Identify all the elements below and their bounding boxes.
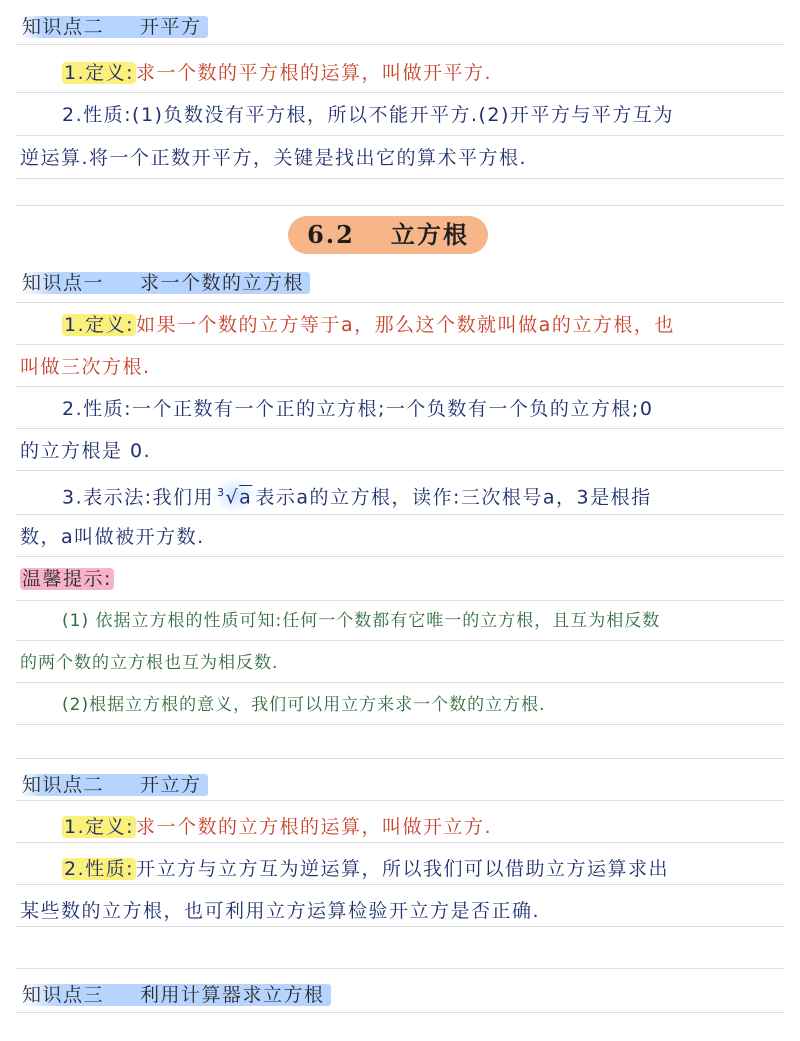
cube-root-symbol: $^3$√a: [214, 478, 255, 512]
sec1-heading-highlight: [20, 16, 208, 38]
sec2-notation-label: 3.表示法:: [62, 486, 153, 509]
sec2-def-text1: 如果一个数的立方等于a，那么这个数就叫做a的立方根，也: [136, 314, 675, 336]
sec2-notation-pre: 我们用: [152, 486, 215, 509]
sec3-heading: [20, 770, 208, 800]
sec1-definition: [62, 58, 492, 88]
sec2-heading-label: 知识点一: [22, 272, 105, 294]
sec2-notation-post: 表示a的立方根，读作:三次根号a，3是根指: [255, 486, 652, 509]
tip1-line2: 的两个数的立方根也互为相反数.: [20, 653, 279, 673]
sec4-heading: [20, 980, 331, 1010]
sec2-property-line1: [62, 394, 653, 424]
sec3-prop-label: 2.性质:: [64, 858, 135, 880]
sec1-prop-text1: (1)负数没有平方根，所以不能开平方.(2)开平方与平方互为: [132, 104, 674, 126]
sec2-prop-text1: 一个正数有一个正的立方根;一个负数有一个负的立方根;0: [132, 398, 654, 420]
sec2-property-line2: 的立方根是 0.: [20, 440, 152, 462]
section-number: 6.2: [307, 220, 355, 249]
sec3-heading-highlight: [20, 774, 208, 796]
sec1-heading-label: 知识点二: [22, 16, 105, 38]
sec2-heading: [20, 268, 310, 298]
sec3-def-label: 1.定义:: [64, 816, 135, 838]
sec2-prop-label: 2.性质:: [62, 398, 133, 420]
sec1-def-label: 1.定义:: [64, 62, 135, 84]
sec3-heading-title: 开立方: [140, 774, 202, 796]
sec4-heading-highlight: [20, 984, 331, 1006]
sec1-def-text: 求一个数的平方根的运算，叫做开平方.: [136, 62, 493, 84]
sec1-property-line1: [62, 100, 674, 130]
sec4-heading-title: 利用计算器求立方根: [140, 984, 325, 1006]
sec4-heading-label: 知识点三: [22, 984, 105, 1006]
tips-heading: [20, 564, 114, 594]
sec1-prop-label: 2.性质:: [62, 104, 133, 126]
section-title-badge: [288, 216, 488, 254]
tip2: (2)根据立方根的意义，我们可以用立方来求一个数的立方根.: [62, 695, 546, 715]
cube-root-index: 3: [217, 486, 226, 499]
sec2-heading-highlight: [20, 272, 310, 294]
sec3-heading-label: 知识点二: [22, 774, 105, 796]
sec2-notation-line2: 数，a叫做被开方数.: [20, 526, 205, 548]
sec3-def-text: 求一个数的立方根的运算，叫做开立方.: [136, 816, 493, 838]
sec3-definition: [62, 812, 492, 842]
sec2-definition-line2: 叫做三次方根.: [20, 356, 151, 378]
sec1-heading: [20, 12, 208, 42]
tips-label: 温馨提示:: [22, 568, 112, 590]
sec2-heading-title: 求一个数的立方根: [140, 272, 305, 294]
sec1-heading-title: 开平方: [140, 16, 202, 38]
cube-root-radicand: a: [239, 486, 253, 509]
sec3-property-line1: [62, 854, 669, 884]
sec2-notation-line1: [62, 478, 652, 512]
sec1-property-line2: 逆运算.将一个正数开平方，关键是找出它的算术平方根.: [20, 147, 528, 169]
section-name: 立方根: [390, 220, 469, 249]
sec2-def-label: 1.定义:: [64, 314, 135, 336]
tip1-line1: (1) 依据立方根的性质可知:任何一个数都有它唯一的立方根，且互为相反数: [62, 611, 661, 631]
sec2-definition-line1: [62, 310, 675, 340]
sec3-prop-text1: 开立方与立方互为逆运算，所以我们可以借助立方运算求出: [136, 858, 670, 880]
sec3-property-line2: 某些数的立方根，也可利用立方运算检验开立方是否正确.: [20, 900, 541, 922]
